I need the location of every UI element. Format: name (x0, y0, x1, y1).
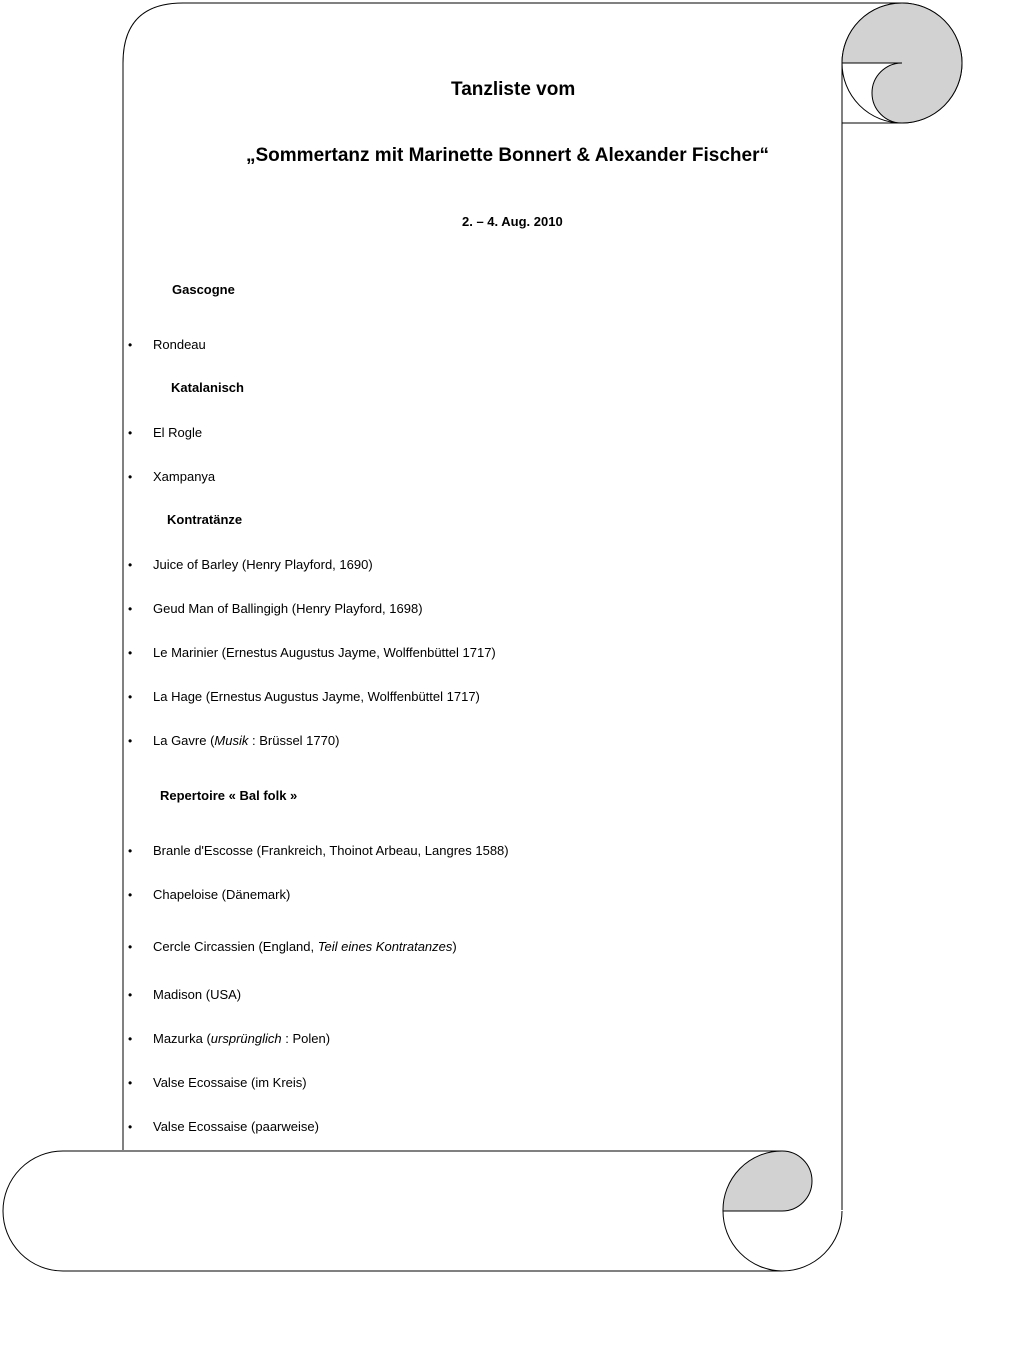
list-item-text: Xampanya (153, 469, 216, 484)
list-item-text: Valse Ecossaise (im Kreis) (153, 1075, 307, 1090)
list-item-text: El Rogle (153, 425, 203, 440)
list-item-text: Branle d'Escosse (Frankreich, Thoinot Arbeau, Langres 1588) (153, 843, 509, 858)
list-item (128, 557, 373, 572)
list-item-text: Rondeau (153, 337, 206, 352)
list-item (128, 1031, 330, 1046)
list-item-text-italic: Teil eines Kontratanzes (317, 939, 453, 954)
event-title: „Sommertanz mit Marinette Bonnert & Alexander Fischer“ (246, 145, 769, 166)
bullet-icon: • (128, 843, 133, 858)
list-item-text-pre: Cercle Circassien (England, (153, 939, 318, 954)
bullet-icon: • (128, 1031, 133, 1046)
list-item (128, 425, 202, 440)
list-item (128, 1119, 319, 1134)
document-title: Tanzliste vom (451, 79, 576, 100)
bullet-icon: • (128, 601, 133, 616)
bullet-icon: • (128, 1119, 133, 1134)
bullet-icon: • (128, 425, 133, 440)
list-item-text: Juice of Barley (Henry Playford, 1690) (153, 557, 373, 572)
list-item-text: Chapeloise (Dänemark) (153, 887, 291, 902)
list-item-text: La Hage (Ernestus Augustus Jayme, Wolffenbüttel 1717) (153, 689, 480, 704)
list-item (128, 733, 339, 748)
bullet-icon: • (128, 887, 133, 902)
scroll-sheet-top-left-edge (123, 3, 902, 1150)
list-item-text-post: : Brüssel 1770) (248, 733, 340, 748)
list-item (128, 469, 215, 484)
section-heading: Katalanisch (171, 380, 244, 395)
list-item-text-italic: ursprünglich (210, 1031, 282, 1046)
bullet-icon: • (128, 733, 133, 748)
list-item (128, 887, 290, 902)
list-item-text-pre: Mazurka ( (153, 1031, 211, 1046)
event-date: 2. – 4. Aug. 2010 (462, 214, 563, 229)
list-item-text: Le Marinier (Ernestus Augustus Jayme, Wolffenbüttel 1717) (153, 645, 496, 660)
list-item-text: Madison (USA) (153, 987, 242, 1002)
list-item (128, 689, 480, 704)
section-heading: Repertoire « Bal folk » (160, 788, 298, 803)
scroll-bottom-roll (3, 1151, 842, 1271)
bullet-icon: • (128, 689, 133, 704)
bullet-icon: • (128, 469, 133, 484)
list-item (128, 337, 206, 352)
section-heading: Kontratänze (167, 512, 243, 527)
list-item-text-italic: Musik (214, 733, 249, 748)
bullet-icon: • (128, 987, 133, 1002)
section-heading: Gascogne (172, 282, 235, 297)
bullet-icon: • (128, 337, 133, 352)
list-item-text (153, 939, 457, 954)
list-item-text: Valse Ecossaise (paarweise) (153, 1119, 319, 1134)
list-item (128, 987, 241, 1002)
list-item (128, 939, 457, 954)
list-item-text-post: ) (452, 939, 457, 954)
list-item-text-pre: La Gavre ( (153, 733, 215, 748)
list-item-text: Geud Man of Ballingigh (Henry Playford, 1698) (153, 601, 423, 616)
list-item (128, 1075, 307, 1090)
bullet-icon: • (128, 645, 133, 660)
bullet-icon: • (128, 1075, 133, 1090)
list-item (128, 645, 496, 660)
bullet-icon: • (128, 557, 133, 572)
list-item-text-post: : Polen) (281, 1031, 331, 1046)
list-item-text (153, 1031, 330, 1046)
list-item (128, 601, 423, 616)
list-item (128, 843, 509, 858)
bullet-icon: • (128, 939, 133, 954)
list-item-text (153, 733, 339, 748)
